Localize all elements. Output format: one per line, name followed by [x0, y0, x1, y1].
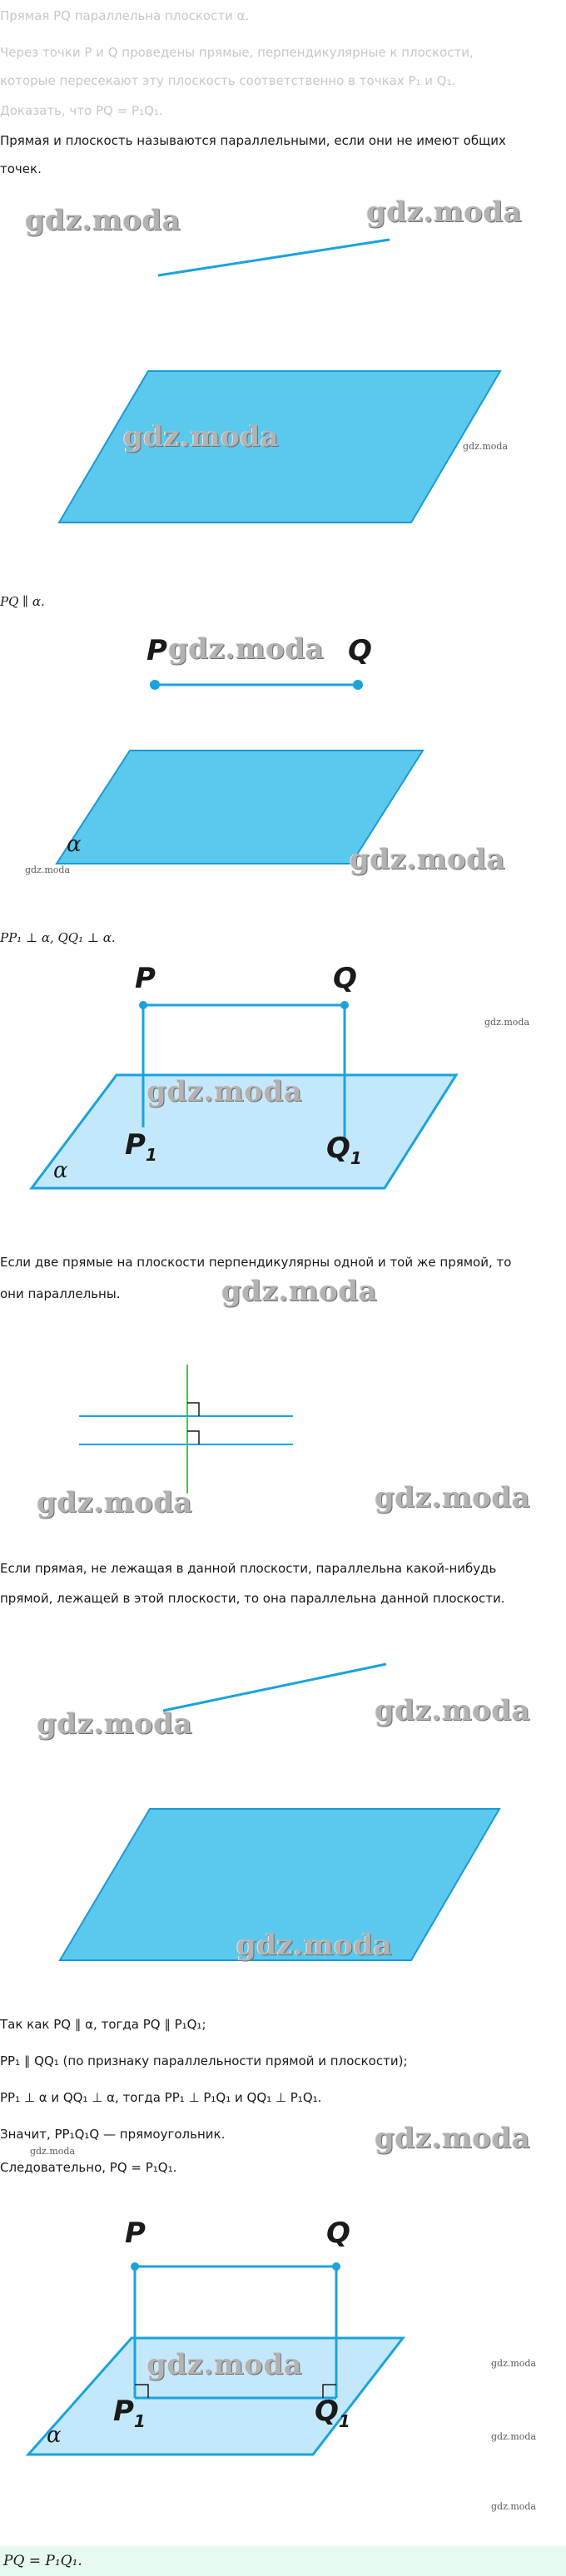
label-p: P [146, 634, 167, 667]
statement-pq-parallel: PQ ∥ α. [0, 594, 45, 609]
label-q1: $Q_1$ [315, 2395, 350, 2431]
watermark: gdz.moda [221, 1275, 378, 1308]
right-angle-mark [187, 1431, 199, 1444]
proof-line-1: Так как PQ ∥ α, тогда PQ ∥ P₁Q₁; [0, 2017, 206, 2032]
label-alpha: α [67, 832, 82, 857]
theorem-1-line-2: они параллельны. [0, 1286, 121, 1301]
label-q: Q [333, 962, 357, 995]
point-q [332, 2262, 340, 2271]
watermark: gdz.moda [375, 2122, 531, 2155]
label-q1: $Q_1$ [326, 1132, 362, 1168]
theorem-2-line-2: прямой, лежащей в этой плоскости, то она параллельна данной плоскости. [0, 1591, 505, 1606]
watermark: gdz.moda [123, 420, 280, 453]
watermark: gdz.moda [375, 1694, 531, 1727]
definition-line-2: точек. [0, 161, 42, 176]
line-segment [163, 1664, 386, 1711]
watermark-small: gdz.moda [484, 1017, 530, 1028]
proof-line-3: PP₁ ⊥ α и QQ₁ ⊥ α, тогда PP₁ ⊥ P₁Q₁ и QQ₁ ⊥ P₁Q₁. [0, 2090, 322, 2105]
statement-perpendiculars: PP₁ ⊥ α, QQ₁ ⊥ α. [0, 930, 116, 945]
watermark: gdz.moda [375, 1481, 531, 1514]
label-p: P [135, 962, 156, 995]
point-p [139, 1001, 147, 1009]
label-alpha: α [47, 2423, 62, 2448]
watermark: gdz.moda [366, 196, 523, 229]
figure-line-and-plane [0, 183, 566, 549]
figure-line-parallel-plane [0, 1622, 566, 1972]
definition-line-1: Прямая и плоскость называются параллельными, если они не имеют общих [0, 133, 506, 148]
watermark-small: gdz.moda [491, 2501, 537, 2512]
watermark-small: gdz.moda [25, 864, 71, 875]
label-q: Q [326, 2217, 350, 2250]
problem-line-1: Прямая PQ параллельна плоскости α. [0, 8, 250, 23]
watermark-small: gdz.moda [30, 2146, 76, 2157]
watermark: gdz.moda [37, 1486, 193, 1519]
point-p [131, 2262, 139, 2271]
proof-line-4: Значит, PP₁Q₁Q — прямоугольник. [0, 2127, 226, 2142]
watermark-small: gdz.moda [463, 441, 509, 452]
problem-line-3: которые пересекают эту плоскость соответственно в точках P₁ и Q₁. [0, 73, 456, 88]
watermark: gdz.moda [236, 1929, 393, 1962]
watermark: gdz.moda [168, 632, 325, 666]
theorem-1-line-1: Если две прямые на плоскости перпендикулярны одной и той же прямой, то [0, 1255, 512, 1270]
answer-block [0, 2546, 566, 2576]
label-p1: $P_1$ [125, 1128, 157, 1165]
answer-text: PQ = P₁Q₁. [3, 2553, 82, 2569]
problem-line-4: Доказать, что PQ = P₁Q₁. [0, 103, 163, 118]
problem-line-2: Через точки P и Q проведены прямые, перпендикулярные к плоскости, [0, 45, 474, 60]
point-q [340, 1001, 349, 1009]
watermark: gdz.moda [37, 1707, 193, 1741]
point-p [150, 680, 160, 690]
watermark: gdz.moda [146, 2348, 303, 2381]
label-q: Q [348, 634, 372, 667]
watermark: gdz.moda [146, 1075, 303, 1108]
proof-line-5: Следовательно, PQ = P₁Q₁. [0, 2160, 177, 2175]
watermark-small: gdz.moda [491, 2358, 537, 2369]
watermark: gdz.moda [25, 204, 181, 237]
right-angle-mark [187, 1403, 199, 1416]
point-q [353, 680, 363, 690]
line-segment [158, 240, 390, 275]
watermark: gdz.moda [350, 843, 506, 876]
theorem-2-line-1: Если прямая, не лежащая в данной плоскости, параллельна какой-нибудь [0, 1561, 497, 1576]
watermark-small: gdz.moda [491, 2431, 537, 2442]
label-p: P [125, 2217, 146, 2250]
label-p1: $P_1$ [113, 2395, 146, 2431]
proof-line-2: PP₁ ∥ QQ₁ (по признаку параллельности прямой и плоскости); [0, 2053, 408, 2068]
label-alpha: α [53, 1158, 68, 1183]
